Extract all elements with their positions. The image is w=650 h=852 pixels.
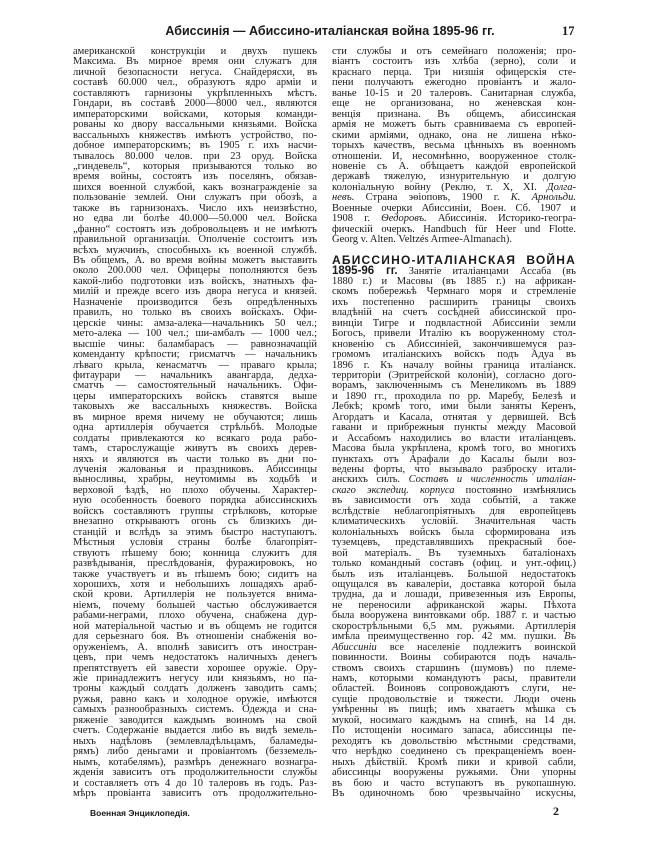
text-line: ружья, равно какъ и холодное оружіе, имѣются: [73, 693, 317, 705]
text-span: 1908 г.: [332, 213, 382, 225]
text-line: владѣній на счетъ сосѣдней абиссинской про-: [332, 307, 576, 319]
text-line: жіе принадлежитъ негусу или князьямъ, но па-: [73, 673, 317, 684]
text-line: личной безопасности негуса. Снайдерясхи, въ: [73, 66, 317, 78]
text-span: Занятіе италіанцами Ассаба (въ: [397, 266, 576, 278]
text-line: ощущался въ кавалеріи, доставка которой была: [332, 578, 576, 590]
text-line: ную особенность боевого порядка абиссинскихъ: [73, 495, 317, 507]
bold-lead-text: 1895-96 гг.: [332, 265, 398, 278]
text-line: что нерѣдко соединено съ прекращеніемъ воен-: [332, 746, 576, 758]
text-line: развѣдыванія, преслѣдованія, фуражировокъ, но: [73, 558, 317, 570]
text-line: Въ одиночномъ бою чрезвычайно искусны,: [332, 787, 576, 799]
text-line: составѣ 60.000 чел., образуютъ ядро арміи и: [73, 77, 317, 89]
text-line: американской конструкціи и двухъ пушекъ: [73, 46, 317, 57]
text-line: армія не можетъ быть сравниваема съ европей-: [332, 119, 576, 131]
text-line: сти службы и отъ семейнаго положенія; про-: [332, 46, 576, 57]
text-line: сматчъ — самостоятельный начальникъ. Офи-: [73, 380, 317, 392]
text-line: мукой, носимаго каждымъ на спинѣ, на 14 дн.: [332, 714, 576, 726]
text-line: какой-либо подготовки изъ войскъ, знатныхъ фа-: [73, 275, 317, 287]
text-line: тамъ, старослужащіе живутъ въ своихъ дерев-: [73, 443, 317, 455]
text-line: въ зависимости отъ хода событій, а также: [332, 495, 576, 507]
text-line: церскіе чины: амза-алека—начальникъ 50 чел.;: [73, 317, 317, 329]
text-line: гавани и прибрежныя пункты между Масовой: [332, 422, 576, 434]
text-line: шихся военной службой, какъ вознагражденіе за: [73, 181, 317, 193]
text-line: для серьезнаго боя. Въ отношеніи снабженія во-: [73, 631, 317, 643]
text-line: По истощеніи носимаго запаса, абиссинцы пе-: [332, 725, 576, 737]
text-line: повинности. Воины собираются подъ началь-: [332, 652, 576, 664]
text-line: реходятъ къ довольствію мѣстными средствами,: [332, 735, 576, 747]
text-line: лѣваго крыла, кенасматчъ — праваго крыла;: [73, 359, 317, 371]
text-line: Агордатъ и Касала, отнятая у дервишей. Всѣ: [332, 411, 576, 423]
text-line: составляютъ гарнизоны укрѣпленныхъ мѣстъ.: [73, 87, 317, 99]
text-line: ніемъ, почему большей частью обслуживается: [73, 599, 317, 611]
text-line: высшіе чины: баламбарасъ — равнозначащій: [73, 338, 317, 350]
text-line: выносливы, храбры, неутомимы въ ходьбѣ и: [73, 474, 317, 486]
text-line: ихъ постепенно расширить границы своихъ: [332, 296, 576, 308]
text-line: и составляетъ отъ 4 до 10 талеровъ въ годъ. Раз-: [73, 777, 317, 789]
text-line: около 200.000 чел. Офицеры пополняются безъ: [73, 265, 317, 277]
text-line: и Ассабомъ находились во власти италіанцевъ.: [332, 432, 576, 444]
italic-text: Абиссиніи: [332, 641, 377, 653]
text-line: ствомъ своихъ старшинъ (шумовъ) по племе-: [332, 662, 576, 674]
text-line: тывалось 80.000 челов. при 23 оруд. Войска: [73, 150, 317, 162]
text-line: намъ, которыми командуютъ расы, правители: [332, 673, 576, 684]
article-heading: АБИССИНО-ИТАЛІАНСКАЯ ВОЙНА: [332, 253, 576, 267]
text-line: еще не организована, но женевская кон-: [332, 98, 576, 110]
text-line: венція признана. Въ общемъ, абиссинская: [332, 108, 576, 120]
text-line: Georg v. Alten. Veltzés Armee-Almanach).: [332, 234, 513, 246]
text-line: цевъ, при чемъ недостатокъ наличныхъ денегъ: [73, 652, 317, 664]
text-line: фитаурари — начальникъ авангарда, дедха-: [73, 369, 317, 381]
text-line: верховой ѣздѣ, но плохо обучены. Характер-: [73, 484, 317, 496]
text-line: одна артиллерія обучается стрѣльбѣ. Молодые: [73, 422, 317, 434]
page-number: 17: [562, 24, 575, 38]
text-line: ской крови. Артиллерія не пользуется внима-: [73, 589, 317, 601]
text-line: туземцевъ, представлявшихъ прекрасный бое-: [332, 537, 576, 549]
text-line: умѣренны въ пищѣ; имъ хватаетъ мѣшка съ: [332, 704, 576, 716]
text-line: также въ гарнизонахъ. Число ихъ неизвѣстно,: [73, 202, 317, 214]
text-line: пени получаютъ ежегодно провіантъ и жало-: [332, 77, 576, 89]
text-line: правилъ, но только въ своихъ войскахъ. Офи-: [73, 307, 317, 319]
text-line: жденія зависитъ отъ продолжительности службы: [73, 767, 317, 779]
text-line: станцій и вслѣдъ за этимъ быстро наступаютъ.: [73, 526, 317, 538]
text-line: ванье 10-15 и 20 талеровъ. Санитарная служба,: [332, 87, 576, 99]
italic-text: Составъ и численность италіан-: [408, 474, 576, 486]
text-line: оруженіемъ, А. вполнѣ зависитъ отъ иностран-: [73, 641, 317, 653]
text-span: все населеніе подлежитъ воинской: [376, 641, 576, 653]
text-span: Страна эѳіоповъ, 1900 г.: [354, 192, 511, 204]
text-line: церы императорскихъ войскъ ставятся выше: [73, 390, 317, 402]
text-line: былъ изъ италіанцевъ. Большой недостатокъ: [332, 568, 576, 580]
text-line: колоніальныхъ войскъ была сформирована изъ: [332, 526, 576, 538]
text-line: внезапно открываютъ огонь съ близкихъ ди-: [73, 516, 317, 528]
text-line: новеніе съ А. обѣщаетъ каждой европейской: [332, 160, 576, 172]
text-line: Военные очерки Абиссиніи, Воен. Сб. 1907 и: [332, 202, 576, 214]
text-line: вслѣдствіе неблагопріятныхъ для европейцевъ: [332, 505, 576, 517]
text-line: кновенію съ Абиссиніей, закончившемуся раз-: [332, 338, 576, 350]
italic-text: скаго экспедиц. корпуса: [332, 484, 455, 496]
text-line: ныхъ надѣловъ (землевладѣльцамъ, баламеды-: [73, 735, 317, 747]
text-line: державѣ тяжелую, изнурительную и долгую: [332, 171, 576, 183]
text-span: анскихъ силъ.: [332, 474, 409, 486]
text-line: Масова была укрѣплена, кромѣ того, во многихъ: [332, 443, 576, 455]
text-line: „фанно“ состоятъ изъ добровольцевъ и не имѣютъ: [73, 223, 317, 235]
text-line: также участвуетъ и въ пѣшемъ бою; сидитъ на: [73, 568, 317, 580]
text-line: „гиндевель“, которыя призываются только во: [73, 160, 317, 172]
italic-text: Въ: [564, 631, 576, 643]
text-line: рованы ко двору вассальными князьями. Войска: [73, 119, 317, 131]
text-line: солдаты привлекаются ко всякаго рода рабо-: [73, 432, 317, 444]
text-line: самыхъ разнообразныхъ системъ. Одежда и сна-: [73, 704, 317, 716]
footer-signature-mark: 2: [553, 804, 559, 818]
text-line: ной матеріальной частью и въ общемъ не годится: [73, 620, 317, 632]
text-line: добное императорскимъ; въ 1905 г. ихъ насчи-: [73, 140, 317, 152]
text-line: рямъ) либо деньгами и провіантомъ (безземель-: [73, 746, 317, 758]
text-line: Гондари, въ составѣ 2000—8000 чел., являются: [73, 98, 317, 110]
text-line: абиссинцы вооружены ружьями. Они упорны: [332, 767, 576, 779]
italic-text: невъ.: [332, 192, 355, 204]
text-line: хорошихъ, хотя и небольшихъ лошадяхъ араб-: [73, 578, 317, 590]
text-line: Богосъ, привели Италію къ вооруженному стол-: [332, 328, 576, 340]
text-line: громомъ италіанскихъ войскъ подъ Адуа въ: [332, 349, 576, 361]
text-line: была вооружена винтовками обр. 1887 г. и частью: [332, 610, 576, 622]
text-line: вой матеріалъ. Въ туземныхъ баталіонахъ: [332, 547, 576, 559]
text-line: правильной организаціи. Ополченіе состоитъ изъ: [73, 234, 317, 246]
text-line: всѣхъ мужчинъ, способныхъ къ военной службѣ.: [73, 244, 317, 256]
text-line: 1896 г. Къ началу войны граница италіанск.: [332, 359, 576, 371]
text-line: скими арміями, однако, она не лишена нѣко-: [332, 129, 576, 141]
text-line: время войны, состоятъ изъ поселянъ, обязав-: [73, 171, 317, 183]
text-line: Максима. Въ мирное время они служатъ для: [73, 56, 317, 68]
text-line: только командный составъ (офиц. и унт.-офиц.): [332, 558, 576, 570]
text-line: но едва ли болѣе 40.000—50.000 чел. Войска: [73, 213, 317, 225]
text-line: войскъ составляютъ группы стрѣлковъ, которые: [73, 505, 317, 517]
text-span: колоніальную войну (Реклю, т. X, XI.: [332, 181, 547, 193]
text-line: фическій очеркъ. Handbuch für Heer und Flotte.: [332, 223, 576, 235]
text-line: территоріи (Эритрейской колоніи), согласно дого-: [332, 369, 576, 381]
text-line: въ бою и часто вступаютъ въ рукопашную.: [332, 777, 576, 789]
text-line: Назначеніе производится безъ опредѣленныхъ: [73, 296, 317, 308]
text-line: скорострѣльными 6,5 мм. ружьями. Артиллерія: [332, 620, 576, 632]
text-line: краснаго перца. Три низшія офицерскія сте-: [332, 66, 576, 78]
text-line: въ мирное время ничему не обучаются; лишь: [73, 411, 317, 423]
text-line: лученія жалованья и праздниковъ. Абиссинцы: [73, 464, 317, 475]
text-line: мето-алека — 100 чел.; ши-амбалъ — 1000 чел.;: [73, 328, 317, 340]
text-span: имѣла преимущественно гор. 42 мм. пушки.: [332, 631, 565, 643]
text-line: 1880 г.) и Масовы (въ 1885 г.) на африкан-: [332, 275, 576, 287]
text-span: Абиссинія. Историко-геогра-: [426, 213, 576, 225]
text-line: Мѣстныя условія страны болѣе благопріят-: [73, 537, 317, 549]
text-line: винціи Тигре и подвластной Абиссиніи земли: [332, 317, 576, 329]
text-line: ведены форты, что вызывало разброску итали-: [332, 464, 576, 475]
text-line: пользованіе землей. Они служатъ при обозѣ, а: [73, 192, 317, 204]
text-line: императорскими войсками, которыя команди-: [73, 108, 317, 120]
italic-text: Долга-: [546, 181, 576, 193]
text-line: ствуютъ пѣшему бою; конница служитъ для: [73, 547, 317, 559]
text-line: сущіе продовольствіе и тяжести. Люди очень: [332, 693, 576, 705]
text-line: и 1890 гг., проходила по рр. Маребу, Белезѣ и: [332, 390, 576, 402]
footer-publication: Военная Энциклопедія.: [90, 808, 190, 818]
text-line: ворамъ, заключеннымъ съ Менеликомъ въ 1889: [332, 380, 576, 392]
text-line: таковыхъ же вассальныхъ княжествъ. Войска: [73, 401, 317, 413]
text-line: віантъ состоитъ изъ хлѣба (зерно), соли и: [332, 56, 576, 68]
text-line: нымъ, котабелямъ), размѣръ денежнаго вознагра-: [73, 756, 317, 768]
text-line: коменданту крѣпости; грисматчъ — начальникъ: [73, 349, 317, 361]
text-line: ныхъ дѣйствій. Кромѣ пики и кривой сабли,: [332, 756, 576, 768]
text-line: мѣръ провіанта зависитъ отъ продолжительно-: [73, 787, 317, 799]
text-line: торыхъ качествъ, весьма цѣнныхъ въ военномъ: [332, 140, 576, 152]
text-line: препятствуетъ ей завести хорошее оружіе. Ору-: [73, 662, 317, 674]
text-line: троны каждый солдатъ долженъ заводить самъ;: [73, 683, 317, 695]
text-line: областей. Воиновъ сопровождаютъ слуги, не-: [332, 683, 576, 695]
running-head: Абиссинія — Абиссино-италіанская война 1895-96 гг.: [165, 24, 495, 38]
italic-text: Ѳедоровъ.: [381, 213, 427, 225]
text-line: Въ общемъ, А. во время войны можетъ выставить: [73, 255, 317, 266]
text-line: счетъ. Содержаніе выдается либо въ видѣ земель-: [73, 725, 317, 737]
text-line: Лебкѣ; кромѣ того, ими были заняты Керенъ,: [332, 401, 576, 413]
text-line: отношеніи. И, несомнѣнно, вооруженное столк-: [332, 150, 576, 162]
text-line: пунктахъ отъ Арафали до Касалы были воз-: [332, 453, 576, 465]
text-line: рабами-неграми, плохо обучена, снабжена дур-: [73, 610, 317, 622]
text-line: трудна, да и лошади, привезенныя изъ Европы,: [332, 589, 576, 601]
italic-text: К. Арнольди.: [510, 192, 576, 204]
text-line: милій и прежде всего изъ двора негуса и князей.: [73, 286, 317, 298]
text-line: вассальныхъ княжествъ имѣютъ устройство, по-: [73, 129, 317, 141]
text-line: климатическихъ условій. Значительная часть: [332, 516, 576, 528]
text-line: не переносили африканской жары. Пѣхота: [332, 599, 576, 611]
text-span: постоянно измѣнялись: [454, 484, 576, 496]
text-line: скомъ побережьѣ Чермнаго моря и стремленіе: [332, 286, 576, 298]
text-line: ряженіе заводится каждымъ воиномъ на свой: [73, 714, 317, 726]
text-line: няхъ и являются въ части только въ дни по-: [73, 453, 317, 465]
